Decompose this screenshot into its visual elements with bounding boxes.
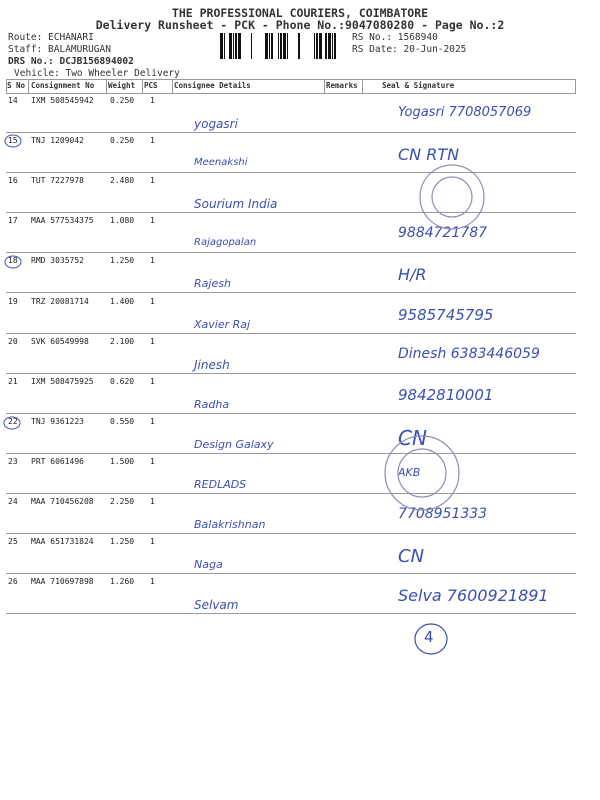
table-row (6, 534, 576, 574)
barcode-bar (238, 33, 241, 59)
serial-number: 20 (8, 336, 18, 346)
serial-number: 14 (8, 96, 18, 105)
pcs-value: 1 (150, 336, 155, 346)
table-row (6, 574, 576, 614)
seal-signature: CN (398, 546, 425, 568)
consignee-name: yogasri (194, 117, 238, 131)
weight-value: 1.500 (110, 456, 135, 466)
runsheet-table (6, 79, 576, 615)
weight-value: 0.250 (110, 96, 135, 105)
pcs-value: 1 (150, 256, 155, 266)
pcs-value: 1 (150, 96, 155, 105)
table-row (6, 454, 576, 494)
serial-number: 23 (8, 456, 18, 466)
pcs-value: 1 (150, 176, 155, 186)
consignment-number: TUT 7227978 (31, 176, 84, 186)
col-divider (142, 79, 143, 93)
seal-signature: 9884721787 (398, 225, 488, 242)
consignment-number: IXM 508545942 (31, 96, 94, 105)
col-divider (28, 79, 29, 93)
barcode (220, 33, 340, 59)
col-header-consignment: Consignment No (31, 81, 95, 90)
col-divider (106, 79, 107, 93)
consignee-name: Selvam (194, 598, 239, 613)
consignee-name: Design Galaxy (194, 437, 274, 451)
header-rule-top (6, 79, 576, 80)
barcode-bar (271, 33, 273, 59)
vehicle-label: Vehicle: Two Wheeler Delivery (14, 68, 180, 79)
consignee-name: Meenakshi (194, 157, 248, 169)
consignee-name: Balakrishnan (194, 518, 266, 531)
consignment-number: MAA 577534375 (31, 216, 94, 226)
consignee-name: Rajagopalan (194, 237, 257, 249)
col-header-sno: S No (7, 81, 26, 90)
serial-number: 16 (8, 176, 18, 186)
weight-value: 2.480 (110, 176, 135, 186)
col-header-pcs: PCS (144, 81, 158, 90)
sheet-subtitle: Delivery Runsheet - PCK - Phone No.:9047080280 - Page No.:2 (95, 18, 505, 32)
serial-number: 19 (8, 296, 18, 306)
consignment-number: TRZ 20081714 (31, 296, 89, 306)
drs-number: DRS No.: DCJB156894002 (8, 56, 134, 67)
weight-value: 0.550 (110, 416, 135, 426)
pcs-value: 1 (150, 537, 155, 547)
seal-signature: CN RTN (398, 145, 460, 165)
table-row (6, 374, 576, 414)
table-row (6, 173, 576, 213)
col-header-signature: Seal & Signature (382, 81, 455, 90)
route-label: Route: ECHANARI (8, 32, 94, 43)
seal-signature: 9585745795 (398, 305, 494, 324)
table-row (6, 93, 576, 133)
barcode-bar (235, 33, 237, 59)
staff-label: Staff: BALAMURUGAN (8, 44, 111, 55)
serial-number: 26 (8, 577, 18, 587)
pcs-value: 1 (150, 296, 155, 306)
barcode-bar (233, 33, 234, 59)
rs-number: RS No.: 1568940 (352, 32, 438, 43)
bottom-note: 4 (424, 628, 434, 646)
barcode-bar (251, 33, 252, 59)
weight-value: 1.400 (110, 296, 135, 306)
seal-signature: Dinesh 6383446059 (398, 345, 540, 362)
table-row (6, 253, 576, 293)
barcode-bar (283, 33, 286, 59)
seal-signature: H/R (398, 265, 427, 285)
consignment-number: MAA 710456208 (31, 497, 94, 506)
barcode-bar (287, 33, 288, 59)
consignee-name: Radha (194, 397, 230, 411)
table-row (6, 294, 576, 334)
pcs-value: 1 (150, 376, 155, 386)
seal-signature: Yogasri 7708057069 (398, 105, 532, 120)
weight-value: 2.100 (110, 336, 135, 346)
row-divider (6, 613, 576, 614)
table-row (6, 213, 576, 253)
consignment-number: MAA 710697898 (31, 577, 94, 587)
seal-signature: 7708951333 (398, 506, 488, 522)
weight-value: 1.250 (110, 537, 135, 547)
consignee-name: Sourium India (194, 197, 278, 212)
barcode-bar (220, 33, 223, 59)
consignment-number: IXM 508475925 (31, 376, 94, 386)
barcode-bar (334, 33, 336, 59)
consignment-number: RMD 3035752 (31, 256, 84, 266)
serial-number: 24 (8, 497, 18, 506)
col-header-consignee: Consignee Details (174, 81, 251, 90)
consignment-number: TNJ 1209042 (31, 136, 84, 146)
barcode-bar (328, 33, 331, 59)
seal-signature: AKB (398, 465, 421, 479)
barcode-bar (332, 33, 333, 59)
col-divider (324, 79, 325, 93)
col-header-weight: Weight (108, 81, 136, 90)
pcs-value: 1 (150, 416, 155, 426)
sheet-title: THE PROFESSIONAL COURIERS, COIMBATORE (171, 6, 429, 20)
barcode-bar (229, 33, 232, 59)
weight-value: 0.250 (110, 136, 135, 146)
serial-number: 17 (8, 216, 18, 226)
seal-signature: CN (398, 425, 427, 450)
barcode-bar (325, 33, 327, 59)
serial-number: 25 (8, 537, 18, 547)
barcode-bar (269, 33, 270, 59)
weight-value: 2.250 (110, 497, 135, 506)
weight-value: 0.620 (110, 376, 135, 386)
consignee-name: Xavier Raj (194, 317, 251, 331)
consignee-name: Jinesh (194, 357, 230, 372)
barcode-bar (278, 33, 279, 59)
serial-number: 18 (8, 256, 18, 266)
consignee-name: Naga (194, 558, 223, 572)
consignment-number: MAA 651731824 (31, 537, 94, 547)
table-row (6, 494, 576, 534)
table-row (6, 133, 576, 173)
barcode-bar (224, 33, 225, 59)
barcode-bar (319, 33, 322, 59)
col-divider (575, 79, 576, 93)
pcs-value: 1 (150, 577, 155, 587)
serial-number: 15 (8, 136, 18, 146)
barcode-bar (314, 33, 315, 59)
pcs-value: 1 (150, 497, 155, 506)
consignment-number: PRT 6061496 (31, 456, 84, 466)
consignee-name: Rajesh (194, 277, 231, 291)
serial-number: 21 (8, 376, 18, 386)
seal-signature: 9842810001 (398, 385, 494, 404)
barcode-bar (280, 33, 282, 59)
pcs-value: 1 (150, 216, 155, 226)
consignment-number: TNJ 9361223 (31, 416, 84, 426)
weight-value: 1.080 (110, 216, 135, 226)
pcs-value: 1 (150, 136, 155, 146)
col-header-remarks: Remarks (326, 81, 358, 90)
consignee-name: REDLADS (194, 477, 247, 491)
col-divider (172, 79, 173, 93)
table-row (6, 414, 576, 454)
barcode-bar (316, 33, 318, 59)
table-row (6, 334, 576, 374)
col-divider (362, 79, 363, 93)
pcs-value: 1 (150, 456, 155, 466)
serial-number: 22 (8, 416, 18, 426)
barcode-bar (298, 33, 300, 59)
barcode-bar (265, 33, 268, 59)
seal-signature: Selva 7600921891 (398, 586, 549, 606)
weight-value: 1.250 (110, 256, 135, 266)
rs-date: RS Date: 20-Jun-2025 (352, 44, 467, 55)
consignment-number: SVK 60549998 (31, 336, 89, 346)
weight-value: 1.260 (110, 577, 135, 587)
